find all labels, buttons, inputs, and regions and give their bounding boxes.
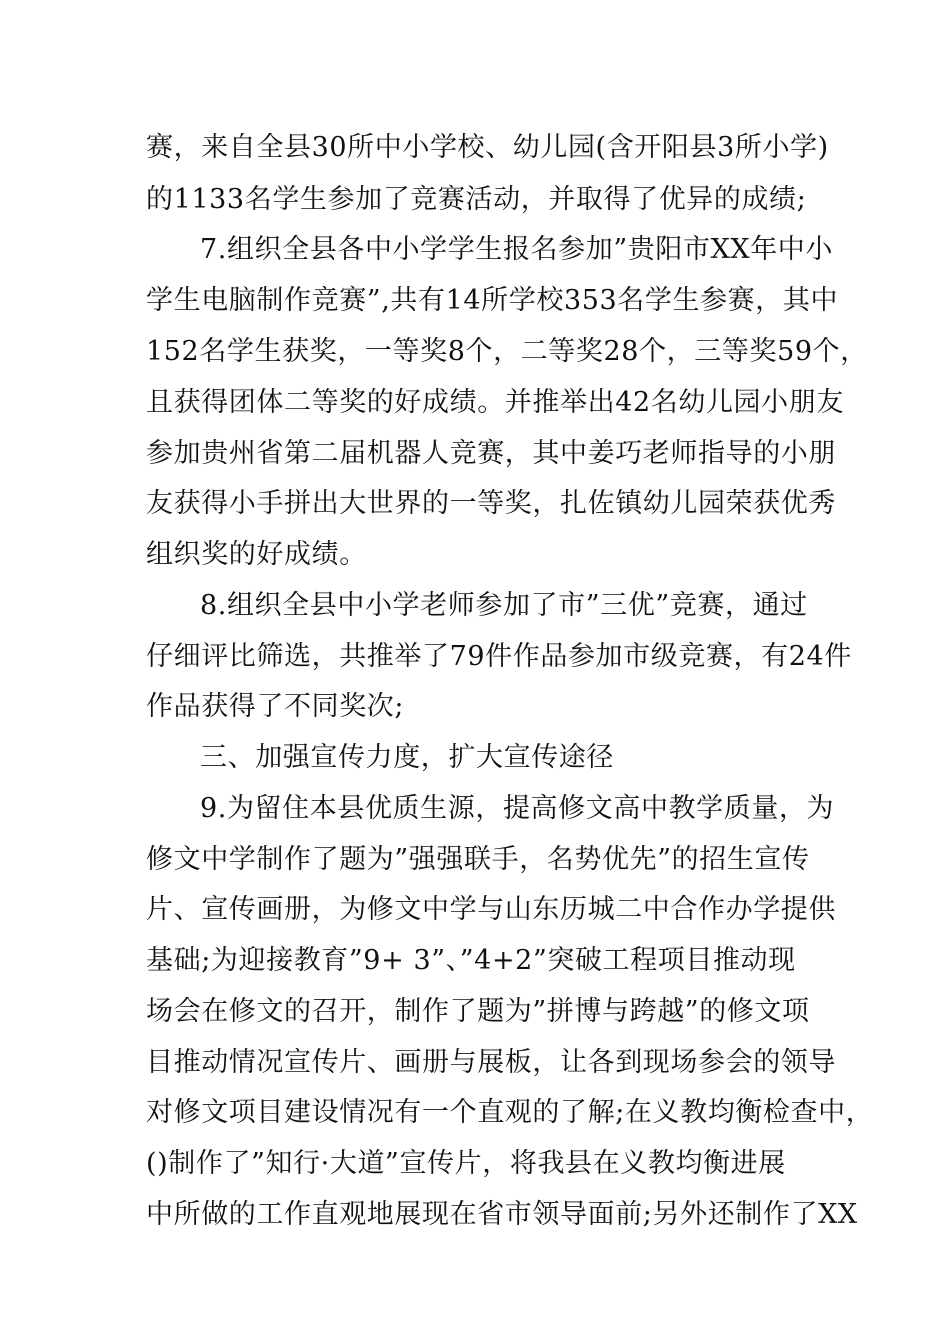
text-line-5: 152名学生获奖，一等奖8个，二等奖28个，三等奖59个，: [146, 336, 868, 367]
text-line-22: 中所做的工作直观地展现在省市领导面前;另外还制作了XX: [146, 1199, 858, 1230]
text-line-4: 学生电脑制作竞赛”,共有14所学校353名学生参赛，其中: [146, 285, 839, 316]
text-line-20: 对修文项目建设情况有一个直观的了解;在义教均衡检查中，: [146, 1097, 874, 1128]
text-line-17: 基础;为迎接教育”9+ 3”、”4+2”突破工程项目推动现: [146, 945, 796, 976]
text-line-11: 仔细评比筛选，共推举了79件作品参加市级竞赛，有24件: [146, 641, 852, 672]
text-line-18: 场会在修文的召开，制作了题为”拼博与跨越”的修文项: [146, 996, 810, 1027]
text-line-12: 作品获得了不同奖次;: [146, 691, 405, 722]
paragraph-9-start: 9.为留住本县优质生源，提高修文高中教学质量，为: [200, 793, 835, 824]
text-line-21: ()制作了”知行·大道”宣传片，将我县在义教均衡进展: [146, 1148, 786, 1179]
text-line-1: 赛，来自全县30所中小学校、幼儿园(含开阳县3所小学): [146, 132, 829, 163]
section-heading: 三、加强宣传力度，扩大宣传途径: [200, 742, 614, 773]
text-line-6: 且获得团体二等奖的好成绩。并推举出42名幼儿园小朋友: [146, 387, 844, 418]
paragraph-7-start: 7.组织全县各中小学学生报名参加”贵阳市XX年中小: [200, 234, 834, 265]
text-line-19: 目推动情况宣传片、画册与展板，让各到现场参会的领导: [146, 1047, 836, 1078]
paragraph-8-start: 8.组织全县中小学老师参加了市”三优”竞赛，通过: [200, 590, 808, 621]
text-line-8: 友获得小手拼出大世界的一等奖，扎佐镇幼儿园荣获优秀: [146, 488, 836, 519]
text-line-16: 片、宣传画册，为修文中学与山东历城二中合作办学提供: [146, 894, 836, 925]
text-line-2: 的1133名学生参加了竞赛活动，并取得了优异的成绩;: [146, 184, 807, 215]
text-line-7: 参加贵州省第二届机器人竞赛，其中姜巧老师指导的小朋: [146, 438, 836, 469]
text-line-15: 修文中学制作了题为”强强联手，名势优先”的招生宣传: [146, 844, 810, 875]
text-line-9: 组织奖的好成绩。: [146, 539, 367, 570]
